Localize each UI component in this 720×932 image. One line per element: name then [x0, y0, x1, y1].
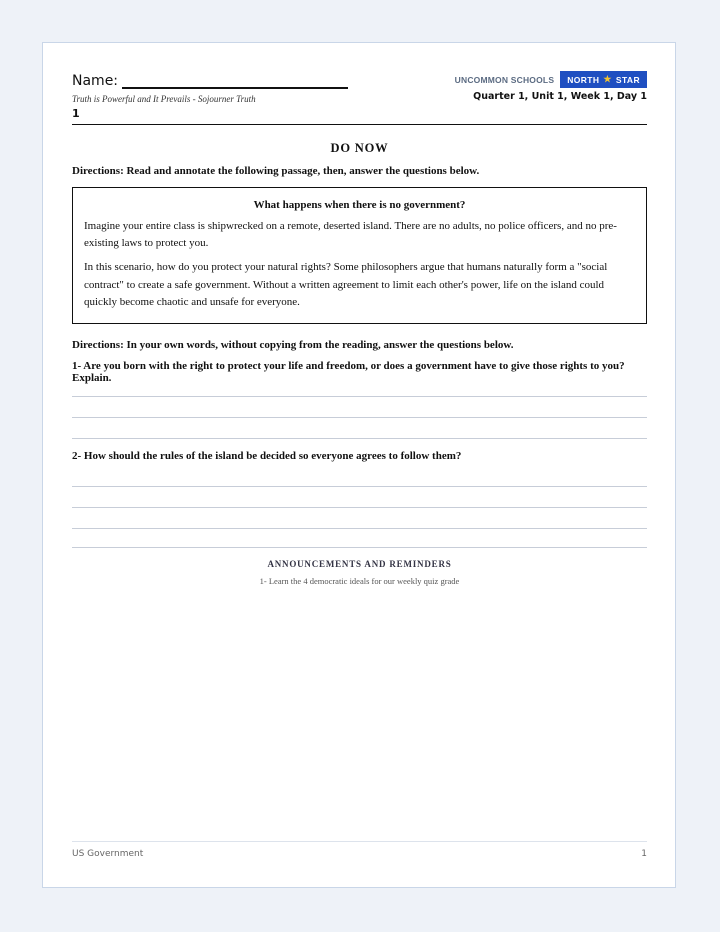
north-star-badge: [560, 71, 647, 88]
passage-title: What happens when there is no government?: [253, 199, 466, 211]
passage-paragraph: Imagine your entire class is shipwrecked on a remote, deserted island. There are no adults, no police officers, and no pre-existing laws to protect you.: [84, 220, 617, 250]
header-quote: Truth is Powerful and It Prevails - Sojourner Truth: [72, 94, 256, 104]
footer-divider: [72, 841, 647, 842]
header-page-number: 1: [72, 107, 80, 120]
badge-left-text: NORTH: [567, 74, 600, 85]
name-label: Name:: [72, 73, 119, 89]
name-blank-line: [122, 75, 348, 89]
name-row: [72, 73, 348, 89]
unit-info: Quarter 1, Unit 1, Week 1, Day 1: [473, 91, 647, 102]
badge-right-text: STAR: [615, 74, 640, 85]
brand-text: UNCOMMON SCHOOLS: [454, 74, 555, 85]
passage-paragraph: In this scenario, how do you protect your natural rights? Some philosophers argue that humans naturally form a "social contract" to create a safe government. Without a written agreement to limit each other's power, life on the island could quickly become chaotic and unsafe for everyone.: [84, 261, 608, 308]
answer-line[interactable]: [72, 547, 647, 548]
header-divider: [72, 124, 647, 125]
announcements-title: ANNOUNCEMENTS AND REMINDERS: [267, 559, 452, 569]
footer-page-number: 1: [641, 849, 647, 859]
worksheet-page: [42, 42, 676, 888]
footer-course: US Government: [72, 849, 144, 859]
passage-directions: Directions: Read and annotate the following passage, then, answer the questions below.: [72, 165, 480, 177]
question-2: 2- How should the rules of the island be decided so everyone agrees to follow them?: [72, 450, 462, 462]
do-now-title: DO NOW: [330, 141, 389, 155]
worksheet-content: [72, 43, 647, 887]
answer-line[interactable]: [72, 507, 647, 508]
answer-line[interactable]: [72, 528, 647, 529]
answer-line[interactable]: [72, 438, 647, 439]
answer-line[interactable]: [72, 417, 647, 418]
answer-line[interactable]: [72, 396, 647, 397]
school-brand: [455, 71, 647, 88]
passage-box: [72, 187, 647, 324]
question-1: 1- Are you born with the right to protect your life and freedom, or does a government have to give those rights to you? Explain.: [72, 360, 625, 384]
announcement-item: 1- Learn the 4 democratic ideals for our weekly quiz grade: [259, 576, 460, 586]
star-icon: ★: [603, 74, 612, 84]
question-directions: Directions: In your own words, without copying from the reading, answer the questions below.: [72, 339, 514, 351]
answer-line[interactable]: [72, 486, 647, 487]
